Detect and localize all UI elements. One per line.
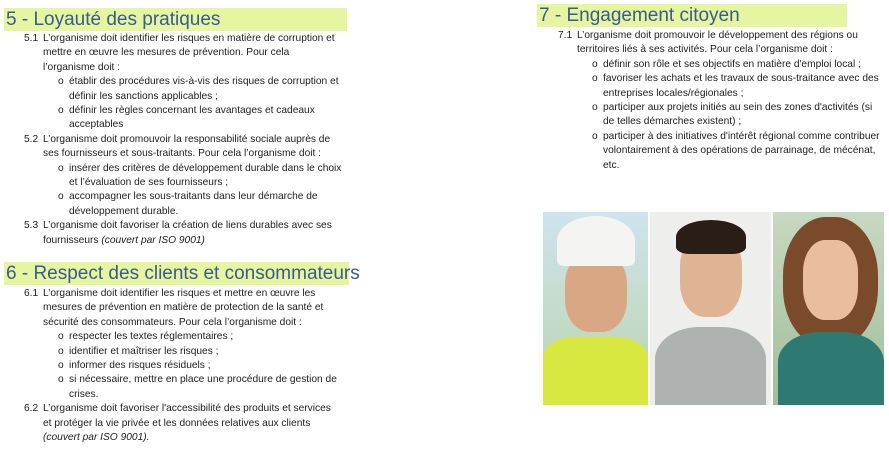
bullet-text: favoriser les achats et les travaux de sous-traitance avec des entreprises locales/régionales ; — [603, 73, 879, 99]
section-7-heading: 7 - Engagement citoyen — [537, 4, 847, 27]
bullet-circle-icon: o — [58, 105, 64, 117]
bullet-circle-icon: o — [58, 331, 64, 343]
clause-item — [24, 287, 342, 330]
bullet-circle-icon: o — [58, 360, 64, 372]
clause-text: L’organisme doit promouvoir la responsabilité sociale auprès de ses fournisseurs et sous-traitants. Pour cela l’organisme doit : — [43, 133, 331, 160]
bullet-text: insérer des critères de développement durable dans le choix et l’évaluation de ses fournisseurs ; — [69, 162, 342, 189]
bullet-circle-icon: o — [58, 76, 64, 88]
bullet-text: participer à des initiatives d'intérêt régional comme contribuer volontairement à des opérations de parrainage, de mécénat, etc. — [603, 130, 880, 171]
clause-text: L’organisme doit favoriser l'accessibilité des produits et services et protéger la vie privée et les données relatives aux clients (couvert par ISO 9001). — [43, 403, 331, 444]
clause-number: 6.2 — [24, 403, 39, 415]
bullet-item — [58, 190, 342, 219]
clause-item — [24, 219, 342, 248]
bullet-text: définir les règles concernant les avantages et cadeaux acceptables — [69, 105, 315, 131]
bullet-item — [58, 359, 342, 373]
bullet-text: définir son rôle et ses objectifs en matière d'emploi local ; — [603, 58, 861, 70]
photo-worker-hardhat — [543, 212, 648, 405]
clause-item — [24, 32, 342, 75]
clause-note: (couvert par ISO 9001). — [43, 432, 150, 444]
bullet-text: établir des procédures vis-à-vis des risques de corruption et définir les sanctions applicables ; — [69, 76, 339, 102]
bullet-circle-icon: o — [58, 374, 64, 386]
bullet-item — [592, 130, 880, 173]
bullet-circle-icon: o — [592, 102, 598, 114]
bullet-item — [58, 162, 342, 191]
section-7-body — [558, 29, 880, 173]
bullet-item — [58, 75, 342, 104]
photo-strip — [543, 212, 884, 405]
photo-young-man — [650, 212, 771, 405]
bullet-text: informer des risques résiduels ; — [69, 360, 211, 372]
bullet-item — [592, 58, 880, 72]
clause-item — [558, 29, 880, 58]
clause-text: L’organisme doit identifier les risques en matière de corruption et mettre en œuvre les mesures de prévention. Pour cela l’organisme doit : — [43, 33, 335, 73]
clause-number: 7.1 — [558, 30, 573, 41]
clause-number: 5.1 — [24, 33, 39, 44]
clause-item — [24, 402, 342, 445]
bullet-item — [58, 373, 342, 402]
bullet-item — [58, 104, 342, 133]
section-6-body — [24, 287, 342, 445]
bullet-text: si nécessaire, mettre en place une procédure de gestion de crises. — [69, 374, 337, 400]
bullet-text: accompagner les sous-traitants dans leur démarche de développement durable. — [69, 191, 318, 217]
bullet-item — [58, 345, 342, 359]
bullet-text: respecter les textes réglementaires ; — [69, 331, 234, 343]
bullet-circle-icon: o — [592, 73, 598, 85]
clause-item — [24, 133, 342, 162]
bullet-circle-icon: o — [58, 162, 64, 174]
clause-text: L’organisme doit identifier les risques et mettre en œuvre les mesures de prévention en matière de protection de la santé et sécurité des consommateurs. Pour cela l’organisme doit : — [43, 288, 324, 328]
clause-note: (couvert par ISO 9001) — [101, 234, 205, 246]
clause-number: 5.2 — [24, 133, 39, 145]
photo-young-woman — [773, 212, 884, 405]
section-5-body — [24, 32, 342, 248]
clause-text: L’organisme doit promouvoir le développement des régions ou territoires liés à ses activités. Pour cela l’organisme doit : — [577, 30, 858, 56]
bullet-text: identifier et maîtriser les risques ; — [69, 345, 219, 357]
bullet-circle-icon: o — [58, 345, 64, 357]
clause-number: 6.1 — [24, 288, 39, 299]
bullet-item — [592, 72, 880, 101]
bullet-circle-icon: o — [58, 191, 64, 203]
section-5-heading: 5 - Loyauté des pratiques — [4, 8, 347, 31]
bullet-circle-icon: o — [592, 58, 598, 70]
clause-text: L’organisme doit favoriser la création de liens durables avec ses fournisseurs (couvert par ISO 9001) — [43, 220, 332, 246]
bullet-circle-icon: o — [592, 130, 598, 142]
bullet-item — [592, 101, 880, 130]
clause-number: 5.3 — [24, 220, 39, 232]
section-6-heading: 6 - Respect des clients et consommateurs — [6, 263, 360, 284]
bullet-item — [58, 330, 342, 344]
bullet-text: participer aux projets initiés au sein des zones d'activités (si de telles démarches existent) ; — [603, 102, 873, 128]
